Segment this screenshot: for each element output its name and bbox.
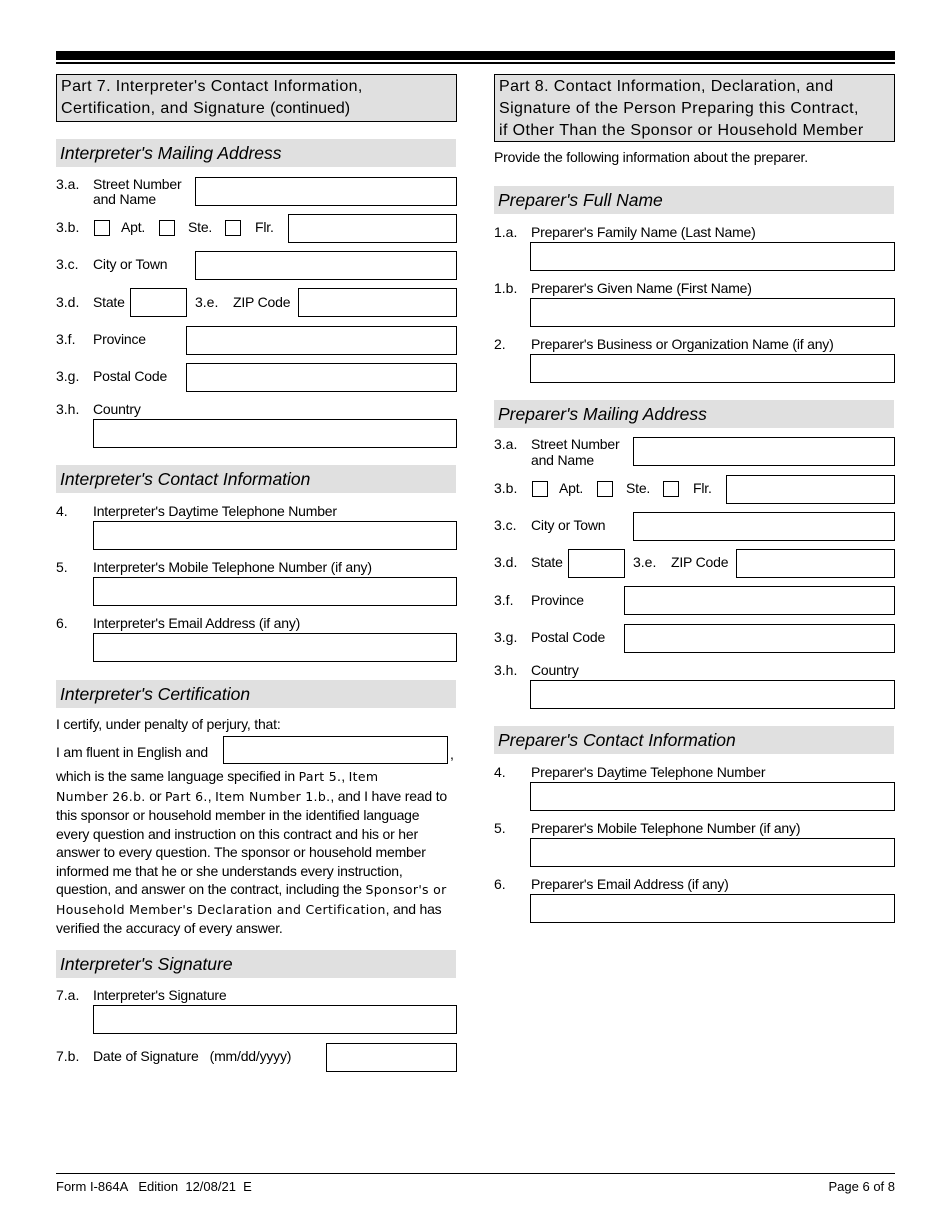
part7-header: [56, 74, 457, 122]
item-number: 3.a.: [494, 436, 518, 452]
ste-label: Ste.: [626, 480, 651, 496]
part7-header-continued: (continued): [270, 100, 351, 117]
state-label: State: [531, 554, 563, 570]
interpreter-street-input[interactable]: [195, 177, 457, 206]
interpreter-city-input[interactable]: [195, 251, 457, 280]
part8-header-line3: if Other Than the Sponsor or Household Member: [499, 122, 864, 139]
interpreter-language-input[interactable]: [223, 736, 448, 764]
footer-rule: [56, 1173, 895, 1174]
state-label: State: [93, 294, 125, 310]
interpreter-email-input[interactable]: [93, 633, 457, 662]
item-number: 3.g.: [56, 368, 80, 384]
certify-statement: I certify, under penalty of perjury, that:: [56, 716, 281, 732]
cert-ref-part5: Part 5.: [298, 769, 342, 784]
preparer-province-input[interactable]: [624, 586, 895, 615]
item-number: 7.b.: [56, 1048, 80, 1064]
language-comma: ,: [450, 746, 454, 762]
cert-ref-part6: Part 6.: [165, 788, 208, 804]
postal-label: Postal Code: [93, 368, 168, 384]
interpreter-certification-header: Interpreter's Certification: [56, 680, 456, 708]
interpreter-daytime-phone-input[interactable]: [93, 521, 457, 550]
street-label-line1: Street Number: [93, 176, 182, 192]
item-number: 3.f.: [56, 331, 76, 347]
province-label: Province: [93, 331, 146, 347]
item-number: 3.b.: [56, 219, 80, 235]
top-rule-thick: [56, 51, 895, 60]
country-label: Country: [93, 401, 141, 417]
page-number: Page 6 of 8: [828, 1179, 895, 1194]
preparer-mobile-phone-input[interactable]: [530, 838, 895, 867]
top-rule-thin: [56, 62, 895, 64]
cert-text: , and has verified the accuracy of every answer.: [56, 900, 442, 936]
interpreter-signature-date-input[interactable]: [326, 1043, 457, 1072]
cert-ref-item-number: Item Number 1.b.: [215, 788, 331, 804]
preparer-country-input[interactable]: [530, 680, 895, 709]
signature-label: Interpreter's Signature: [93, 987, 227, 1003]
part8-header-line1: Part 8. Contact Information, Declaration, and: [499, 78, 834, 95]
interpreter-signature-header: Interpreter's Signature: [56, 950, 456, 978]
item-number: 4.: [494, 764, 506, 780]
cert-ref-item-number: Number 26.b.: [56, 788, 146, 804]
street-label-line1: Street Number: [531, 436, 620, 452]
item-number: 3.f.: [494, 592, 514, 608]
part7-header-line2: Certification, and Signature: [61, 100, 266, 117]
zip-label: ZIP Code: [233, 294, 291, 310]
form-edition: Form I-864A Edition 12/08/21 E: [56, 1179, 252, 1194]
given-name-label: Preparer's Given Name (First Name): [531, 280, 752, 296]
preparer-full-name-header: Preparer's Full Name: [494, 186, 894, 214]
preparer-unit-number-input[interactable]: [726, 475, 895, 504]
preparer-email-input[interactable]: [530, 894, 895, 923]
interpreter-mailing-address-header: Interpreter's Mailing Address: [56, 139, 456, 167]
item-number: 6.: [494, 876, 506, 892]
street-label-line2: and Name: [93, 191, 156, 207]
interpreter-postal-input[interactable]: [186, 363, 457, 392]
cert-text: ,: [207, 787, 216, 804]
street-label-line2: and Name: [531, 452, 594, 468]
item-number: 3.e.: [195, 294, 219, 310]
cert-text: which is the same language specified in: [56, 768, 299, 784]
interpreter-state-select[interactable]: [130, 288, 187, 317]
item-number: 3.b.: [494, 480, 518, 496]
email-label: Preparer's Email Address (if any): [531, 876, 729, 892]
preparer-postal-input[interactable]: [624, 624, 895, 653]
interpreter-province-input[interactable]: [186, 326, 457, 355]
preparer-given-name-input[interactable]: [530, 298, 895, 327]
item-number: 2.: [494, 336, 506, 352]
item-number: 3.h.: [56, 401, 80, 417]
daytime-phone-label: Preparer's Daytime Telephone Number: [531, 764, 766, 780]
business-name-label: Preparer's Business or Organization Name (if any): [531, 336, 834, 352]
preparer-state-select[interactable]: [568, 549, 625, 578]
city-label: City or Town: [93, 256, 168, 272]
zip-label: ZIP Code: [671, 554, 729, 570]
interpreter-country-input[interactable]: [93, 419, 457, 448]
item-number: 1.b.: [494, 280, 518, 296]
preparer-city-input[interactable]: [633, 512, 895, 541]
interpreter-flr-checkbox[interactable]: [225, 220, 241, 236]
country-label: Country: [531, 662, 579, 678]
preparer-flr-checkbox[interactable]: [663, 481, 679, 497]
interpreter-contact-header: Interpreter's Contact Information: [56, 465, 456, 493]
email-label: Interpreter's Email Address (if any): [93, 615, 301, 631]
item-number: 3.g.: [494, 629, 518, 645]
item-number: 3.e.: [633, 554, 657, 570]
apt-label: Apt.: [121, 219, 146, 235]
item-number: 6.: [56, 615, 68, 631]
item-number: 7.a.: [56, 987, 80, 1003]
preparer-family-name-input[interactable]: [530, 242, 895, 271]
ste-label: Ste.: [188, 219, 213, 235]
cert-text: ,: [341, 768, 349, 784]
apt-label: Apt.: [559, 480, 584, 496]
item-number: 3.d.: [494, 554, 518, 570]
item-number: 3.c.: [494, 517, 517, 533]
item-number: 1.a.: [494, 224, 518, 240]
province-label: Province: [531, 592, 584, 608]
item-number: 5.: [56, 559, 68, 575]
item-number: 3.a.: [56, 176, 80, 192]
preparer-street-input[interactable]: [633, 437, 895, 466]
preparer-contact-header: Preparer's Contact Information: [494, 726, 894, 754]
preparer-ste-checkbox[interactable]: [597, 481, 613, 497]
cert-text: , and I have read to this sponsor or household member in the identified language every question and instruction on this contract and his or her answer to every question. The sponsor or household member informed me that he or she understands every instruction, question, and answer on the contract, including the: [56, 787, 447, 897]
daytime-phone-label: Interpreter's Daytime Telephone Number: [93, 503, 337, 519]
cert-ref-item: Item: [348, 769, 379, 784]
city-label: City or Town: [531, 517, 606, 533]
preparer-daytime-phone-input[interactable]: [530, 782, 895, 811]
preparer-business-name-input[interactable]: [530, 354, 895, 383]
mobile-phone-label: Preparer's Mobile Telephone Number (if any): [531, 820, 801, 836]
part8-header-line2: Signature of the Person Preparing this Contract,: [499, 100, 859, 117]
flr-label: Flr.: [255, 219, 274, 235]
preparer-zip-input[interactable]: [736, 549, 895, 578]
interpreter-zip-input[interactable]: [298, 288, 457, 317]
interpreter-apt-checkbox[interactable]: [94, 220, 110, 236]
cert-text: or: [145, 787, 166, 804]
date-of-signature-label: Date of Signature (mm/dd/yyyy): [93, 1048, 292, 1064]
preparer-mailing-address-header: Preparer's Mailing Address: [494, 400, 894, 428]
preparer-intro: Provide the following information about the preparer.: [494, 149, 808, 165]
postal-label: Postal Code: [531, 629, 606, 645]
interpreter-signature-input[interactable]: [93, 1005, 457, 1034]
preparer-apt-checkbox[interactable]: [532, 481, 548, 497]
interpreter-unit-number-input[interactable]: [288, 214, 457, 243]
interpreter-ste-checkbox[interactable]: [159, 220, 175, 236]
cert-ref-declaration: Sponsor's or Household Member's Declaration and Certification: [56, 882, 447, 917]
mobile-phone-label: Interpreter's Mobile Telephone Number (if any): [93, 559, 372, 575]
interpreter-mobile-phone-input[interactable]: [93, 577, 457, 606]
part8-header: [494, 74, 895, 142]
item-number: 3.d.: [56, 294, 80, 310]
item-number: 4.: [56, 503, 68, 519]
part7-header-line1: Part 7. Interpreter's Contact Information,: [61, 78, 363, 95]
item-number: 3.c.: [56, 256, 79, 272]
fluent-statement: I am fluent in English and: [56, 744, 209, 760]
family-name-label: Preparer's Family Name (Last Name): [531, 224, 756, 240]
item-number: 5.: [494, 820, 506, 836]
item-number: 3.h.: [494, 662, 518, 678]
flr-label: Flr.: [693, 480, 712, 496]
certification-paragraph: [56, 767, 456, 938]
